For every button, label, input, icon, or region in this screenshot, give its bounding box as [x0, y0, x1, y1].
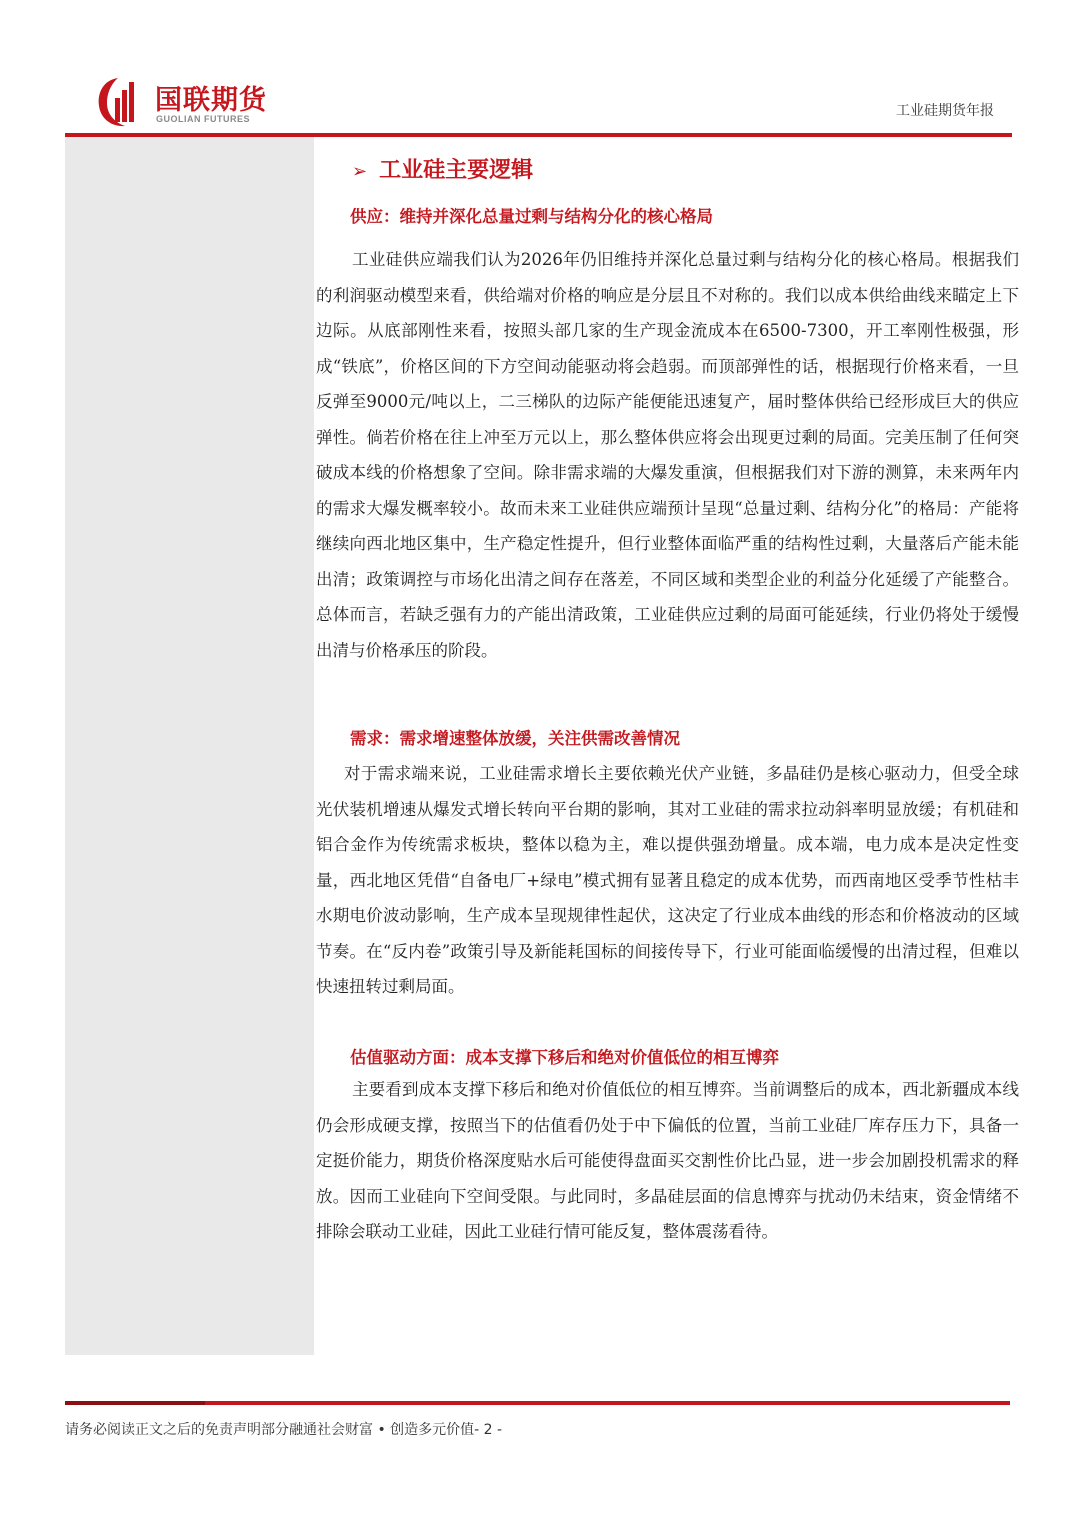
- valuation-heading: 估值驱动方面：成本支撑下移后和绝对价值低位的相互博弈: [350, 1048, 779, 1067]
- report-type-label: 工业硅期货年报: [896, 103, 994, 119]
- valuation-paragraph: 主要看到成本支撑下移后和绝对价值低位的相互博弈。当前调整后的成本，西北新疆成本线仍会形成硬支撑，按照当下的估值看仍处于中下偏低的位置，当前工业硅厂库存压力下，具备一定挺价能力，期货价格深度贴水后可能使得盘面买交割性价比凸显，进一步会加剧投机需求的释放。因而工业硅向下空间受限。与此同时，多晶硅层面的信息博弈与扰动仍未结束，资金情绪不排除会联动工业硅，因此工业硅行情可能反复，整体震荡看待。: [316, 1080, 1019, 1241]
- arrow-bullet-icon: ➢: [352, 161, 368, 182]
- demand-heading: 需求：需求增速整体放缓，关注供需改善情况: [350, 729, 680, 748]
- section-title-text: 工业硅主要逻辑: [379, 158, 534, 183]
- footer-divider: [65, 1401, 1010, 1405]
- left-sidebar-panel: [65, 137, 314, 1355]
- supply-heading: 供应：维持并深化总量过剩与结构分化的核心格局: [350, 207, 713, 226]
- logo-english-name: GUOLIAN FUTURES: [156, 114, 250, 124]
- logo-chinese-name: 国联期货: [155, 85, 267, 116]
- footer-disclaimer: 请务必阅读正文之后的免责声明部分融通社会财富 • 创造多元价值- 2 -: [65, 1422, 503, 1438]
- section-title: [352, 153, 533, 184]
- footer-divider-accent: [65, 1401, 205, 1405]
- page-header: [65, 70, 1012, 136]
- supply-paragraph: 工业硅供应端我们认为2026年仍旧维持并深化总量过剩与结构分化的核心格局。根据我们的利润驱动模型来看，供给端对价格的响应是分层且不对称的。我们以成本供给曲线来瞄定上下边际。从底部刚性来看，按照头部几家的生产现金流成本在6500-7300，开工率刚性极强，形成“铁底”，价格区间的下方空间动能驱动将会趋弱。而顶部弹性的话，根据现行价格来看，一旦反弹至9000元/吨以上，二三梯队的边际产能便能迅速复产，届时整体供给已经形成巨大的供应弹性。倘若价格在往上冲至万元以上，那么整体供应将会出现更过剩的局面。完美压制了任何突破成本线的价格想象了空间。除非需求端的大爆发重演，但根据我们对下游的测算，未来两年内的需求大爆发概率较小。故而未来工业硅供应端预计呈现“总量过剩、结构分化”的格局：产能将继续向西北地区集中，生产稳定性提升，但行业整体面临严重的结构性过剩，大量落后产能未能出清；政策调控与市场化出清之间存在落差，不同区域和类型企业的利益分化延缓了产能整合。总体而言，若缺乏强有力的产能出清政策，工业硅供应过剩的局面可能延续，行业仍将处于缓慢出清与价格承压的阶段。: [316, 250, 1019, 660]
- demand-paragraph: 对于需求端来说，工业硅需求增长主要依赖光伏产业链，多晶硅仍是核心驱动力，但受全球光伏装机增速从爆发式增长转向平台期的影响，其对工业硅的需求拉动斜率明显放缓；有机硅和铝合金作为传统需求板块，整体以稳为主，难以提供强劲增量。成本端，电力成本是决定性变量，西北地区凭借“自备电厂+绿电”模式拥有显著且稳定的成本优势，而西南地区受季节性枯丰水期电价波动影响，生产成本呈现规律性起伏，这决定了行业成本曲线的形态和价格波动的区域节奏。在“反内卷”政策引导及新能耗国标的间接传导下，行业可能面临缓慢的出清过程，但难以快速扭转过剩局面。: [316, 764, 1019, 996]
- guolian-logo-icon: [95, 76, 141, 128]
